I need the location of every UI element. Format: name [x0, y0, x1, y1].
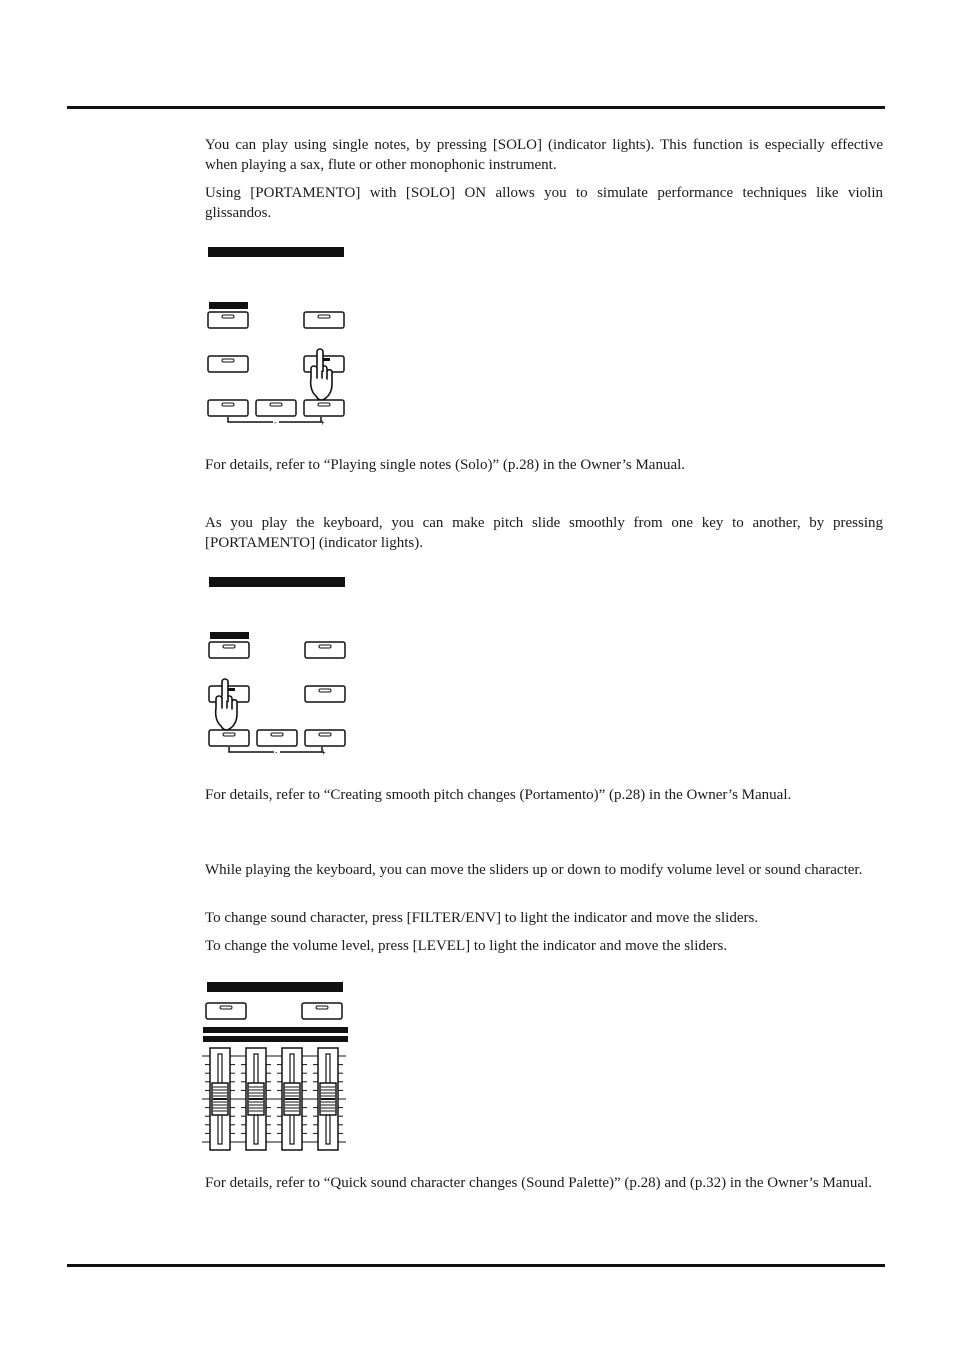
slider-2[interactable] — [238, 1048, 274, 1150]
palette-label-bar — [207, 982, 343, 992]
slider-knob[interactable] — [320, 1083, 336, 1115]
solo-reference: For details, refer to “Playing single notes (Solo)” (p.28) in the Owner’s Manual. — [205, 457, 686, 473]
panel-button-top-left[interactable] — [209, 642, 249, 658]
portamento-reference: For details, refer to “Creating smooth pitch changes (Portamento)” (p.28) in the Owner’s Manual. — [205, 787, 792, 803]
level-instruction: To change the volume level, press [LEVEL] to light the indicator and move the sliders. — [205, 938, 728, 954]
minus-label: - — [274, 418, 277, 427]
palette-reference: For details, refer to “Quick sound character changes (Sound Palette)” (p.28) and (p.32) in the Owner’s Manual. — [205, 1175, 873, 1191]
plus-label: + — [320, 418, 325, 427]
slider-4[interactable] — [310, 1048, 346, 1150]
slider-1[interactable] — [202, 1048, 238, 1150]
panel-button-mid-left[interactable] — [208, 356, 248, 372]
solo-intro-text: You can play using single notes, by pressing [SOLO] (indicator lights). This function is especially effective when playing a sax, flute or other monophonic instrument. — [205, 137, 883, 173]
slider-header-bar — [203, 1027, 348, 1033]
portamento-solo-note: Using [PORTAMENTO] with [SOLO] ON allows you to simulate performance techniques like violin glissandos. — [205, 185, 883, 221]
panel-button-mid-right[interactable] — [305, 686, 345, 702]
slider-knob[interactable] — [248, 1083, 264, 1115]
footer-rule — [67, 1264, 885, 1267]
plus-button[interactable] — [305, 730, 345, 746]
panel-button-bottom-left[interactable] — [209, 730, 249, 746]
slider-3[interactable] — [274, 1048, 310, 1150]
plus-button[interactable] — [304, 400, 344, 416]
portamento-intro-text: As you play the keyboard, you can make pitch slide smoothly from one key to another, by pressing [PORTAMENTO] (indicator lights). — [205, 515, 883, 551]
filter-instruction: To change sound character, press [FILTER/ENV] to light the indicator and move the sliders. — [205, 910, 759, 926]
panel-button-top-left[interactable] — [208, 312, 248, 328]
panel-sublabel-bar — [210, 632, 249, 639]
panel-button-bottom-left[interactable] — [208, 400, 248, 416]
header-rule — [67, 106, 885, 109]
slider-knob[interactable] — [212, 1083, 228, 1115]
sound-palette-illustration — [200, 978, 352, 1158]
slider-group — [202, 1048, 346, 1150]
filter-env-button[interactable] — [206, 1003, 246, 1019]
panel-label-bar — [208, 247, 344, 257]
minus-button[interactable] — [257, 730, 297, 746]
panel-button-top-right[interactable] — [305, 642, 345, 658]
plus-label: + — [321, 748, 326, 757]
panel-label-bar — [209, 577, 345, 587]
minus-button[interactable] — [256, 400, 296, 416]
minus-label: - — [275, 748, 278, 757]
slider-knob[interactable] — [284, 1083, 300, 1115]
solo-panel-illustration — [200, 240, 360, 430]
panel-button-top-right[interactable] — [304, 312, 344, 328]
palette-intro-text: While playing the keyboard, you can move the sliders up or down to modify volume level or sound character. — [205, 862, 863, 878]
slider-header-bar-2 — [203, 1036, 348, 1042]
level-button[interactable] — [302, 1003, 342, 1019]
panel-sublabel-bar — [209, 302, 248, 309]
portamento-panel-illustration — [201, 570, 361, 760]
